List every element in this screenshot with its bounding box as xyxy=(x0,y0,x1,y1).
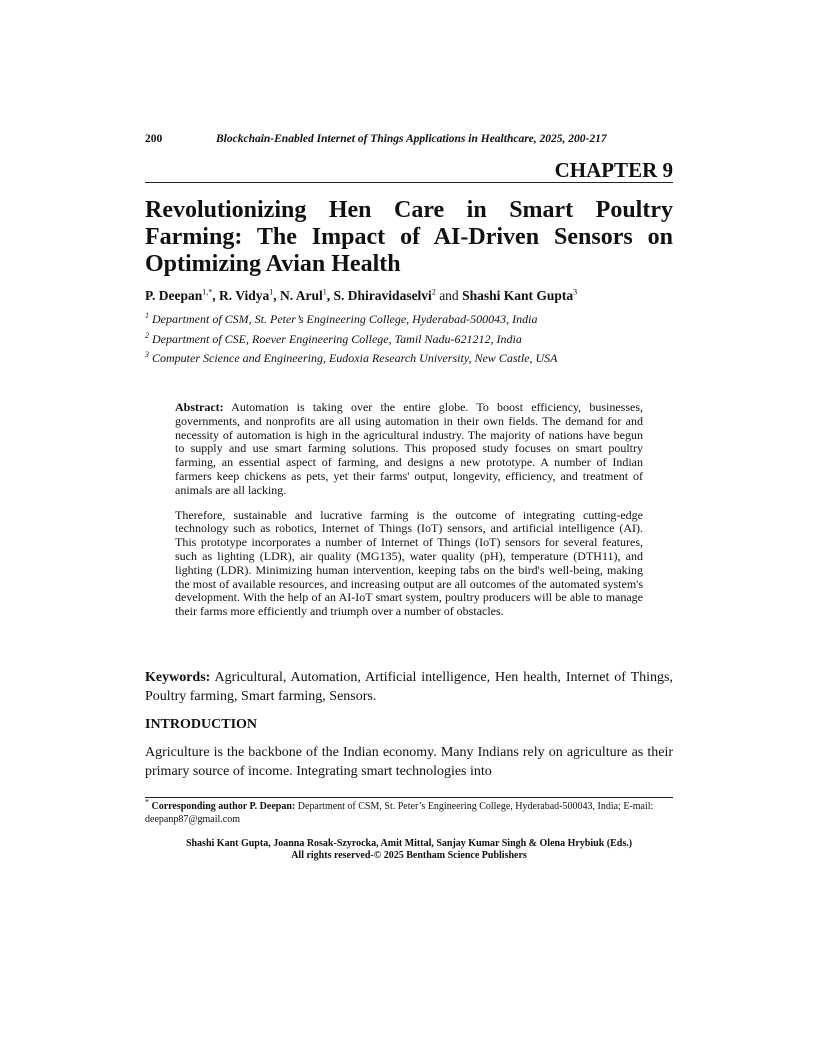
author-name: N. Arul xyxy=(280,288,323,303)
footnote-sup: * xyxy=(145,797,149,807)
page-number: 200 xyxy=(145,133,163,145)
author-sup: 1,* xyxy=(202,287,213,297)
author-sup: 1 xyxy=(269,287,274,297)
affiliation-sup: 1 xyxy=(145,311,149,320)
author-sep: , xyxy=(212,288,220,303)
author-name: P. Deepan xyxy=(145,288,203,303)
section-heading: INTRODUCTION xyxy=(145,717,258,732)
editors-credit xyxy=(145,838,673,862)
abstract-text: Automation is taking over the entire globe. To boost efficiency, businesses, governments, and nonprofits are all using automation in their own fields. The demand for and necessity of automation is high in the agricultural industry. The majority of nations have begun to supply and use smart farming solutions. This proposed study focuses on smart poultry farming, an essential aspect of farming, and designs a new prototype. A number of Indian farmers keep chickens as pets, yet their farms' output, longevity, efficiency, and treatment of animals are all lacking. xyxy=(175,400,643,497)
chapter-divider xyxy=(145,182,673,183)
author-sep: , xyxy=(273,288,281,303)
chapter-label: CHAPTER 9 xyxy=(554,158,673,182)
abstract xyxy=(175,401,643,630)
affiliation xyxy=(145,332,673,347)
author-name: Shashi Kant Gupta xyxy=(462,288,574,303)
affiliation-sup: 2 xyxy=(145,331,149,340)
author-name: S. Dhiravidaselvi xyxy=(333,288,432,303)
footnote-divider xyxy=(145,797,673,798)
abstract-paragraph: Therefore, sustainable and lucrative farming is the outcome of integrating cutting-edge technology such as robotics, Internet of Things (IoT) sensors, and artificial intelligence (AI). This prototype incorporates a number of Internet of Things (IoT) sensors for several features, such as lighting (LDR), air quality (MG135), water quality (pH), temperature (DTH11), and lighting (LDR). Minimizing human intervention, keeping tabs on the bird's well-being, making the most of available resources, and increasing output are all outcomes of the automated system's development. With the help of an AI-IoT smart system, poultry producers will be able to manage their farms more efficiently and triumph over a number of obstacles. xyxy=(175,507,643,619)
author-list xyxy=(145,288,673,304)
author-sup: 1 xyxy=(322,287,327,297)
author-and: and xyxy=(435,288,463,303)
keywords-text: Agricultural, Automation, Artificial intelligence, Hen health, Internet of Things, Poultry farming, Smart farming, Sensors. xyxy=(145,670,673,704)
affiliation xyxy=(145,312,673,327)
footnote-label: Corresponding author P. Deepan: xyxy=(151,801,296,812)
abstract-paragraph xyxy=(175,401,643,498)
author-sep: , xyxy=(326,288,334,303)
author-sup: 3 xyxy=(573,287,578,297)
author-sup: 2 xyxy=(431,287,436,297)
paper-title: Revolutionizing Hen Care in Smart Poultry Farming: The Impact of AI-Driven Sensors on Optimizing Avian Health xyxy=(145,197,673,277)
keywords-label: Keywords: xyxy=(145,670,211,685)
author-name: R. Vidya xyxy=(219,288,270,303)
footnote xyxy=(145,797,673,826)
copyright-line: All rights reserved-© 2025 Bentham Science Publishers xyxy=(291,850,527,861)
keywords xyxy=(145,668,673,706)
affiliation xyxy=(145,351,673,366)
abstract-label: Abstract: xyxy=(175,400,224,414)
footnote-text: Department of CSM, St. Peter’s Engineering College, Hyderabad-500043, India; E-mail: deepanp87@gmail.com xyxy=(145,801,654,825)
affiliation-text: Department of CSM, St. Peter’s Engineering College, Hyderabad-500043, India xyxy=(152,312,538,326)
affiliation-text: Computer Science and Engineering, Eudoxia Research University, New Castle, USA xyxy=(152,351,558,365)
journal-title: Blockchain-Enabled Internet of Things Applications in Healthcare, 2025, 200-217 xyxy=(216,133,607,145)
editors-line: Shashi Kant Gupta, Joanna Rosak-Szyrocka, Amit Mittal, Sanjay Kumar Singh & Olena Hrybiuk (Eds.) xyxy=(185,838,633,849)
affiliation-sup: 3 xyxy=(145,350,149,359)
intro-paragraph: Agriculture is the backbone of the Indian economy. Many Indians rely on agriculture as their primary source of income. Integrating smart technologies into xyxy=(145,745,673,779)
affiliation-text: Department of CSE, Roever Engineering College, Tamil Nadu-621212, India xyxy=(152,332,522,346)
